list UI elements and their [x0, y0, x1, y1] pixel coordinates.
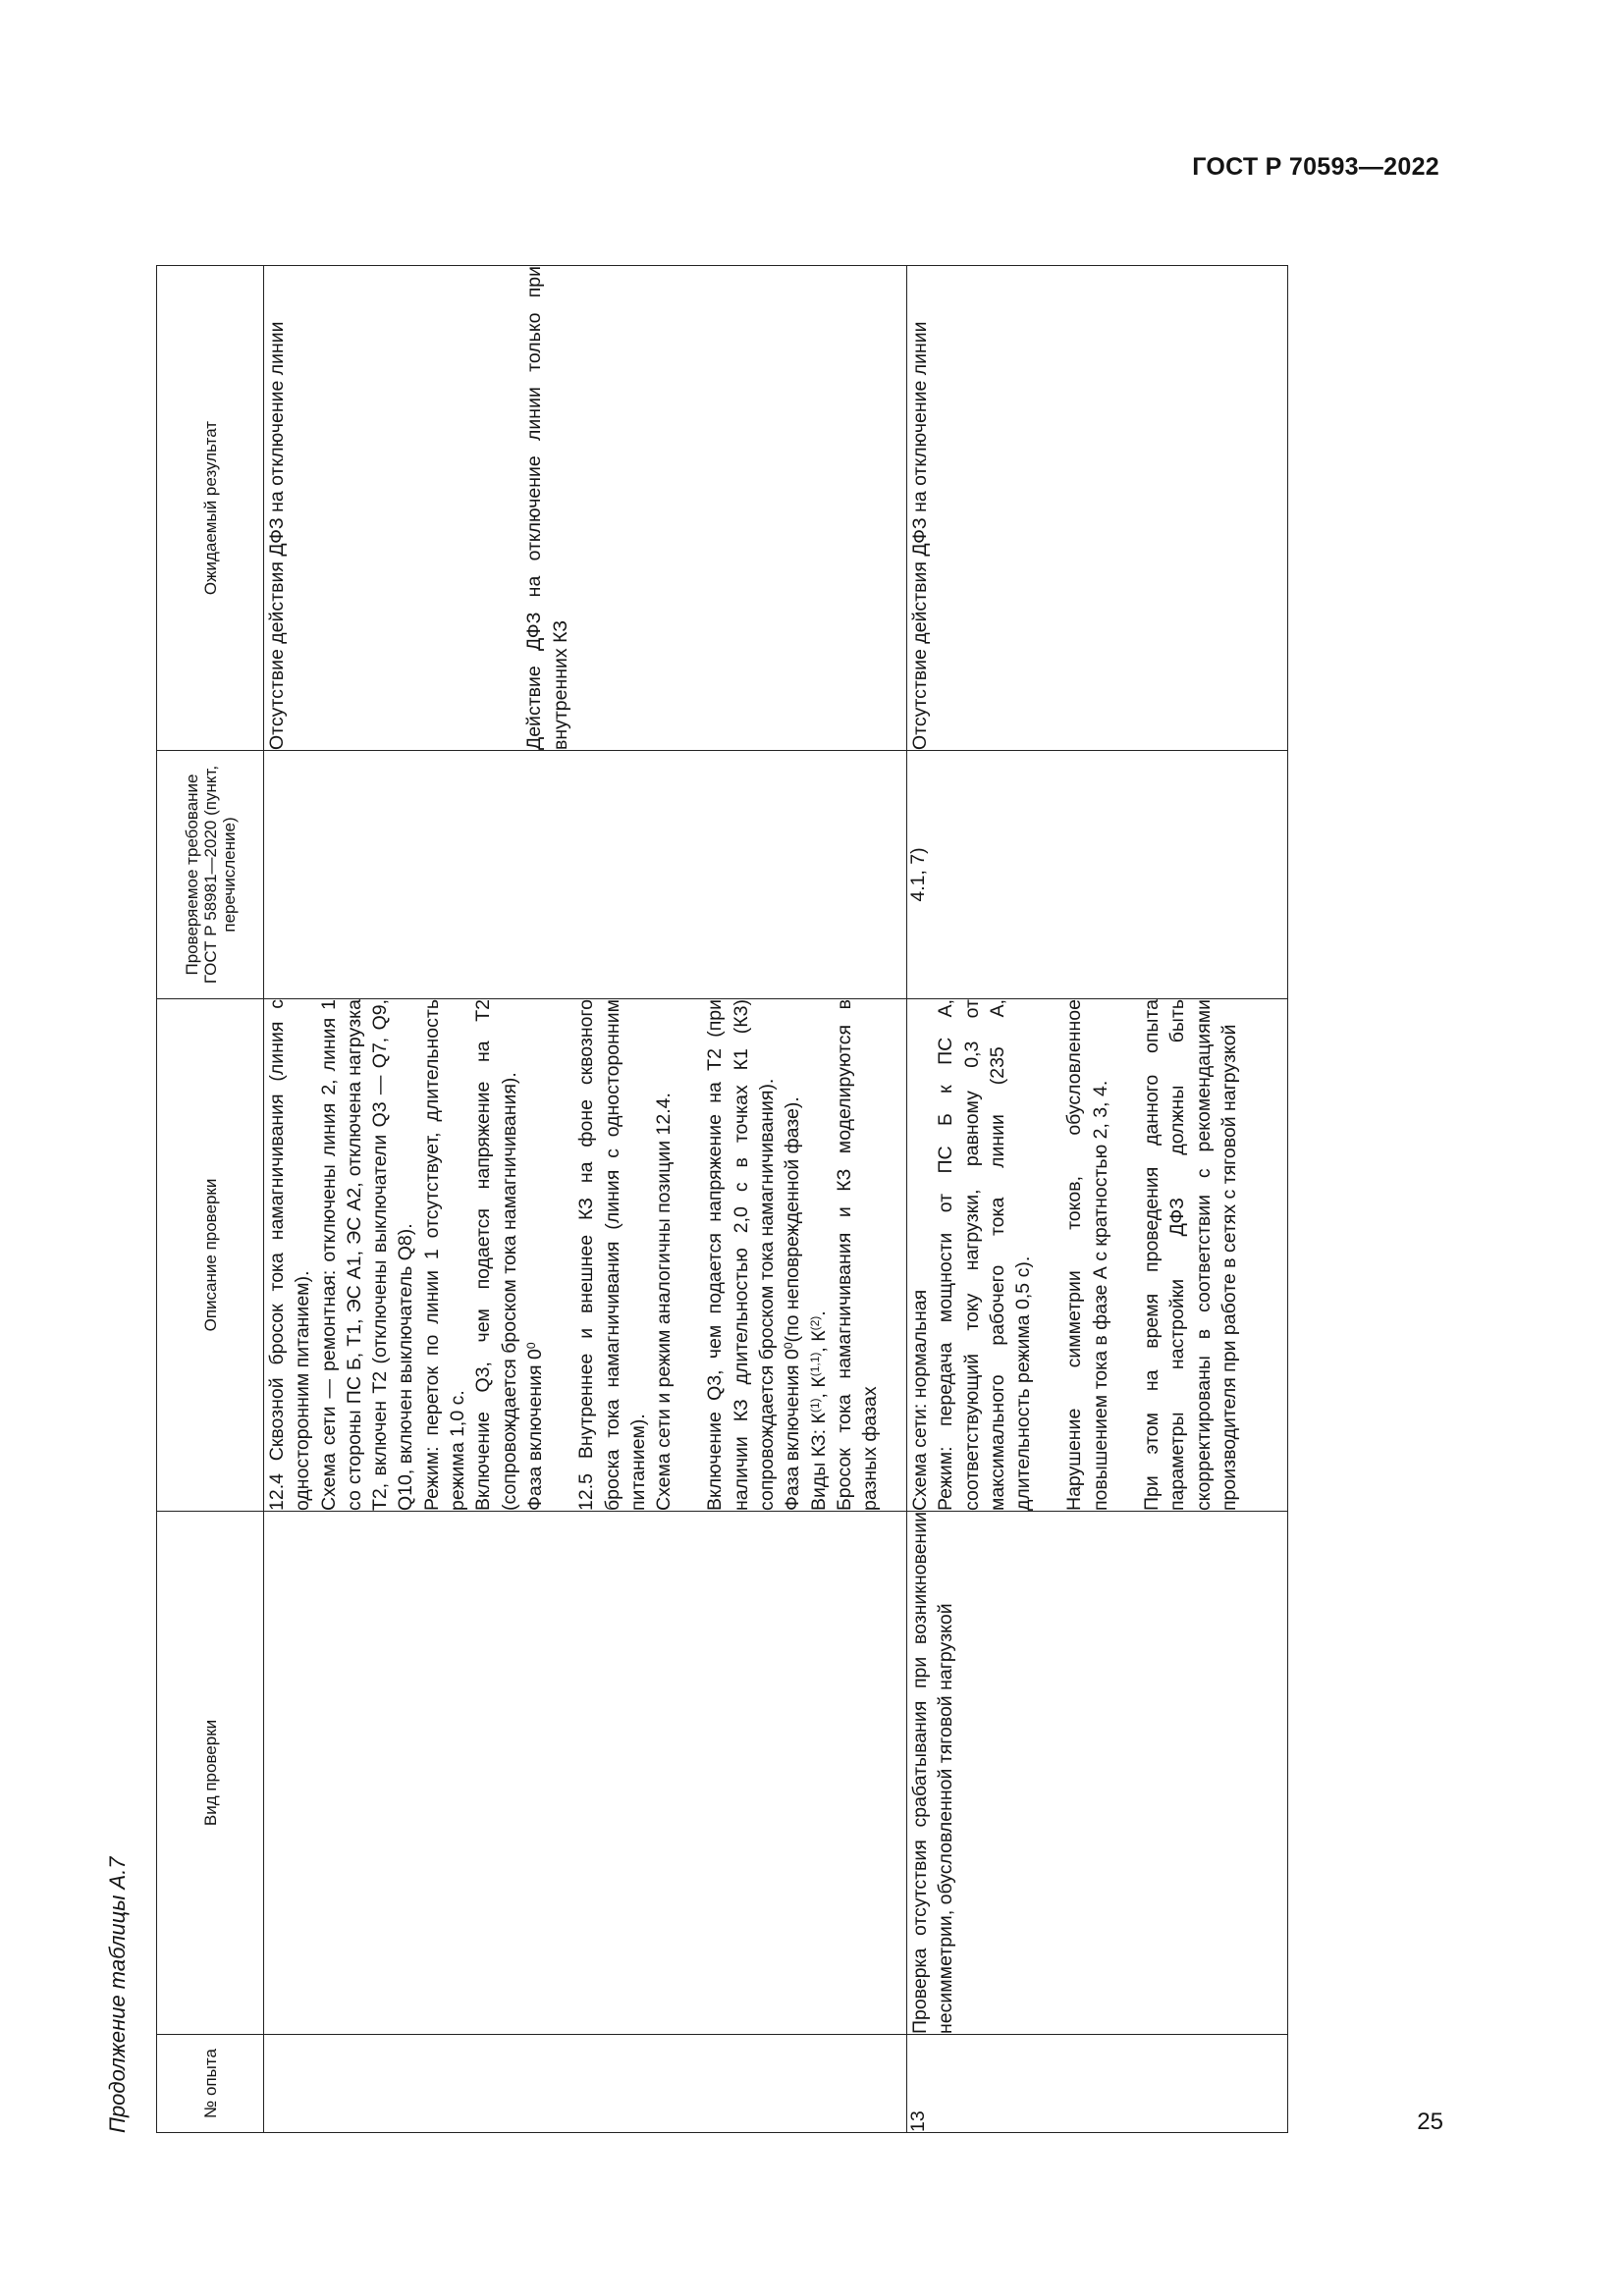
cell-num: [264, 2035, 907, 2133]
fault-types: , К: [807, 1330, 830, 1353]
paragraph-gap: [290, 266, 521, 750]
fault-types: , К: [807, 1376, 830, 1399]
cell-req: 4.1, 7): [907, 751, 1288, 999]
table-header-row: [157, 266, 264, 2133]
desc-paragraph: Включение Q3, чем подается напряжение на Т2 (сопровождается броском тока намагничивания).: [472, 999, 520, 1511]
desc-paragraph: Схема сети: нормальная: [909, 1289, 931, 1511]
rotated-table-block: [103, 221, 1316, 2164]
cell-desc: [907, 999, 1288, 1512]
header-num: № опыта: [157, 2035, 264, 2133]
desc-paragraph: Режим: переток по линии 1 отсутствует, длительность режима 1,0 с.: [420, 999, 469, 1511]
superscript: 0: [523, 1342, 538, 1350]
result-paragraph: Отсутствие действия ДФЗ на отключение линии: [266, 321, 288, 750]
result-paragraph: Действие ДФЗ на отключение линии только при внутренних КЗ: [523, 266, 571, 750]
paragraph-gap: [1113, 999, 1139, 1511]
cell-type: Проверка отсутствия срабатывания при возникновении несимметрии, обусловленной тяговой нагрузкой: [907, 1512, 1288, 2035]
cell-num: 13: [907, 2035, 1288, 2133]
desc-paragraph: [780, 999, 805, 1511]
table-caption: Продолжение таблицы А.7: [105, 1856, 130, 2133]
test-table: [156, 265, 1288, 2133]
cell-type: [264, 1512, 907, 2035]
fault-types: Виды КЗ: К: [807, 1413, 830, 1511]
header-type: Вид проверки: [157, 1512, 264, 2035]
header-result: Ожидаемый результат: [157, 266, 264, 751]
header-req: Проверяемое требование ГОСТ Р 58981—2020 (пункт, перечисление): [157, 751, 264, 999]
desc-paragraph: Бросок тока намагничивания и КЗ моделируются в разных фазах: [833, 999, 882, 1511]
desc-paragraph: [522, 999, 548, 1511]
phase-text-end: (по неповрежденной фазе).: [782, 1096, 804, 1343]
paragraph-gap: [548, 999, 573, 1511]
desc-paragraph: Нарушение симметрии токов, обусловленное повышением тока в фазе А с кратностью 2, 3, 4.: [1063, 999, 1111, 1511]
page-number: 25: [1417, 2109, 1443, 2135]
cell-result: Отсутствие действия ДФЗ на отключение линии: [907, 266, 1288, 751]
phase-text: Фаза включения 0: [782, 1349, 804, 1511]
superscript: 0: [782, 1342, 796, 1350]
desc-paragraph: Схема сети и режим аналогичны позиции 12.4.: [653, 1093, 676, 1511]
paragraph-gap: [1036, 999, 1061, 1511]
desc-paragraph: 12.4 Сквозной бросок тока намагничивания (линия с односторонним питанием).: [266, 999, 314, 1511]
table-row: [907, 266, 1288, 2133]
desc-paragraph: При этом на время проведения данного опыта параметры настройки ДФЗ должны быть скорректированы в соответствии с рекомендациями производителя при работе в сетях с тяговой нагрузкой: [1141, 999, 1240, 1511]
cell-result: [264, 266, 907, 751]
phase-text: Фаза включения 0: [523, 1349, 546, 1511]
superscript: (1,1): [807, 1352, 822, 1377]
desc-paragraph: Схема сети — ремонтная: отключены линия 2, линия 1 со стороны ПС Б, Т1, ЭС А1, ЭС А2, отключена нагрузка Т2, включен Т2 (отключены выключатели Q3 — Q7, Q9, Q10, включен выключатель Q8).: [317, 999, 417, 1511]
cell-desc: [264, 999, 907, 1512]
standard-id: ГОСТ Р 70593—2022: [1192, 153, 1439, 181]
desc-paragraph: [806, 999, 832, 1511]
desc-paragraph: Режим: передача мощности от ПС Б к ПС А, соответствующий току нагрузки, равному 0,3 от максимального рабочего тока линии (235 А, длительность режима 0,5 с).: [935, 999, 1035, 1511]
superscript: (2): [807, 1315, 822, 1331]
desc-paragraph: 12.5 Внутреннее и внешнее КЗ на фоне сквозного броска тока намагничивания (линия с односторонним питанием).: [575, 999, 649, 1511]
desc-paragraph: Включение Q3, чем подается напряжение на Т2 (при наличии КЗ длительностью 2,0 с в точках К1 (К3) сопровождается броском тока намагничивания).: [704, 999, 779, 1511]
fault-types: .: [807, 1310, 830, 1316]
paragraph-gap: [677, 999, 702, 1511]
superscript: (1): [807, 1398, 822, 1414]
cell-req: [264, 751, 907, 999]
table-row: [264, 266, 907, 2133]
header-desc: Описание проверки: [157, 999, 264, 1512]
